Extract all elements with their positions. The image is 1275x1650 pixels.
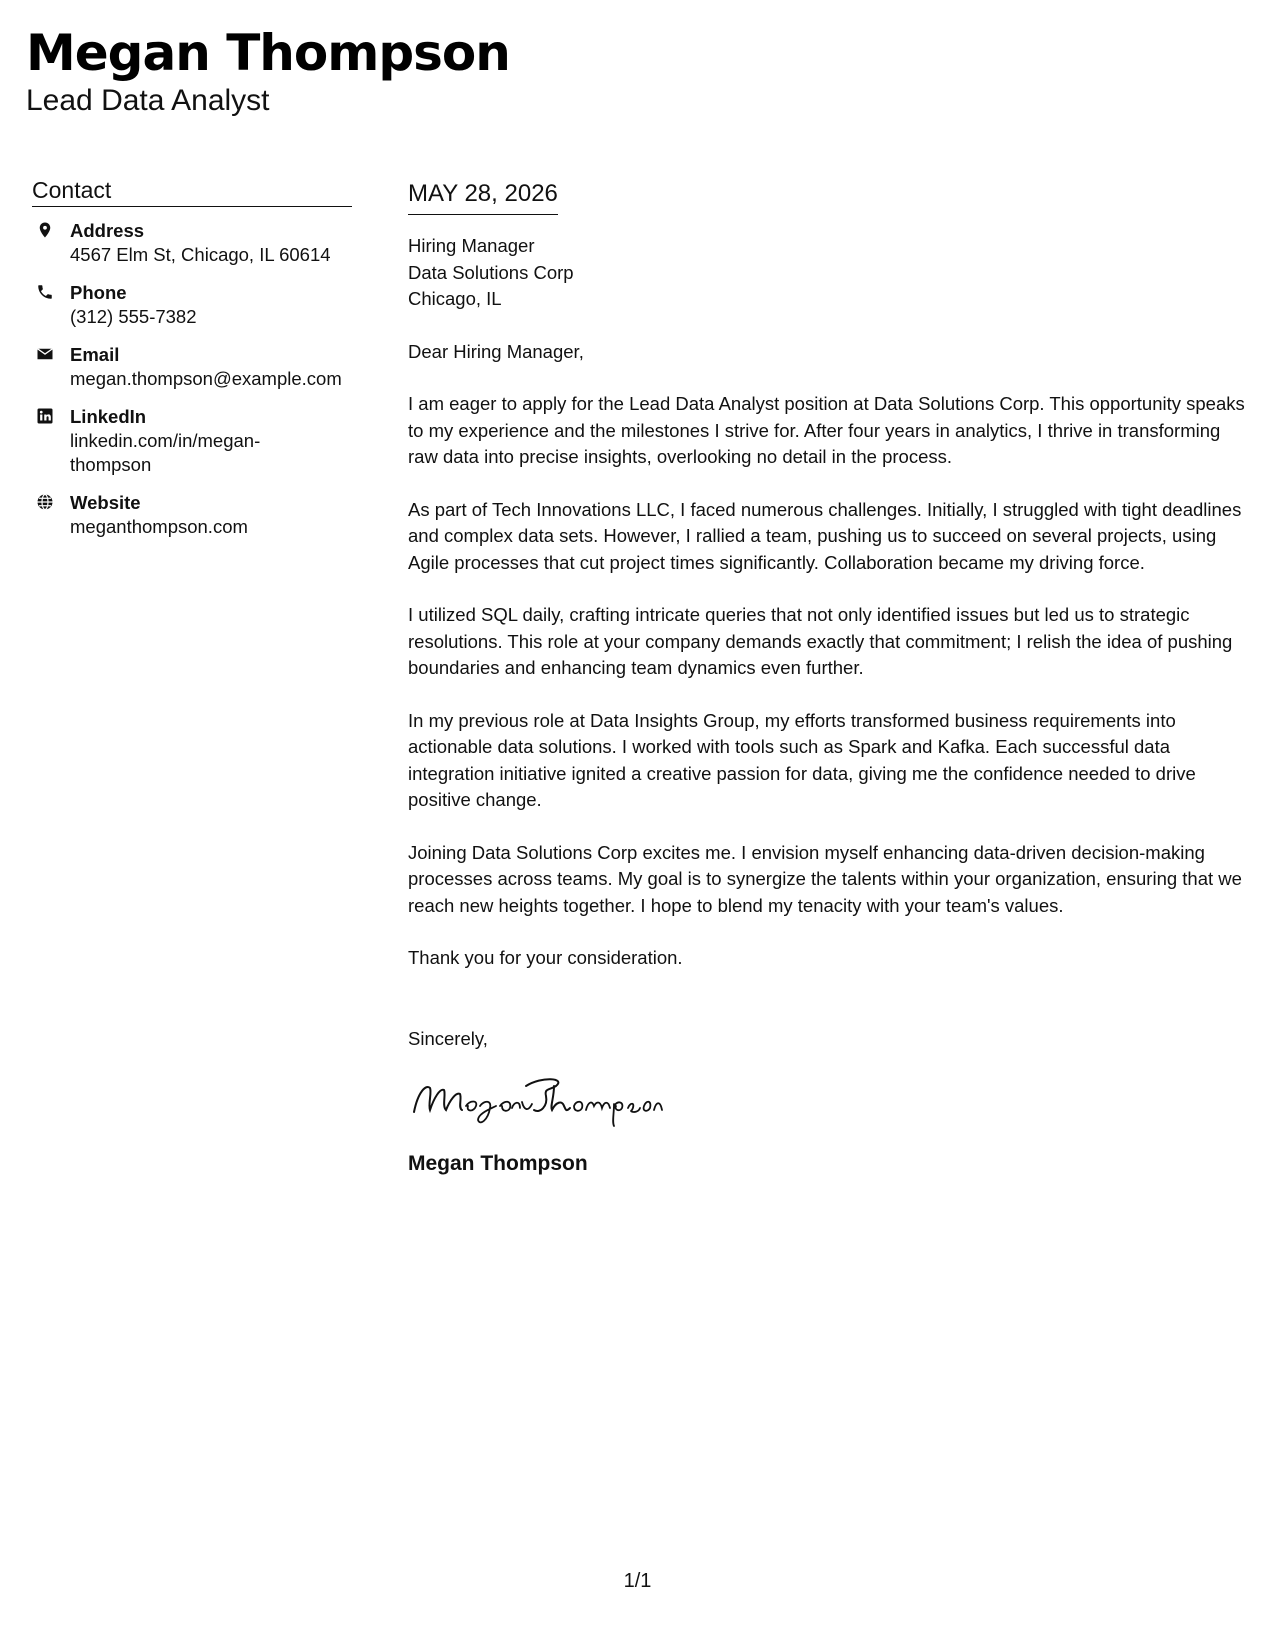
letter-body	[408, 391, 1248, 972]
envelope-icon	[36, 345, 54, 363]
recipient-line: Hiring Manager	[408, 235, 535, 256]
email-label: Email	[70, 344, 120, 365]
handwritten-signature	[408, 1070, 1248, 1130]
address-label: Address	[70, 220, 145, 241]
resume-header	[26, 22, 510, 118]
body-paragraph: Joining Data Solutions Corp excites me. I envision myself enhancing data-driven decision-making processes across teams. My goal is to synergize the talents within your organization, ensuring that we reach new heights together. I hope to blend my tenacity with your team's values.	[408, 841, 1242, 916]
body-paragraph: As part of Tech Innovations LLC, I faced numerous challenges. Initially, I struggled with tight deadlines and complex data sets. However, I rallied a team, pushing us to succeed on several projects, using Agile processes that cut project times significantly. Collaboration became my driving force.	[408, 498, 1242, 573]
linkedin-label: LinkedIn	[70, 406, 147, 427]
map-pin-icon	[36, 221, 54, 239]
email-value[interactable]: megan.thompson@example.com	[70, 368, 342, 389]
contact-phone	[32, 281, 352, 329]
address-value: 4567 Elm St, Chicago, IL 60614	[70, 244, 331, 265]
recipient-block	[408, 233, 1248, 313]
signed-name: Megan Thompson	[408, 1152, 588, 1175]
phone-value: (312) 555-7382	[70, 306, 197, 327]
phone-icon	[36, 283, 54, 301]
letter-date: MAY 28, 2026	[408, 178, 558, 215]
candidate-name: Megan Thompson	[26, 24, 510, 82]
contact-linkedin	[32, 405, 352, 477]
closing: Sincerely,	[408, 1027, 488, 1049]
salutation: Dear Hiring Manager,	[408, 340, 584, 362]
contact-sidebar	[32, 176, 352, 553]
linkedin-value[interactable]: linkedin.com/in/megan-thompson	[70, 430, 261, 475]
globe-icon	[36, 493, 54, 511]
body-paragraph: I utilized SQL daily, crafting intricate queries that not only identified issues but led us to strategic resolutions. This role at your company demands exactly that commitment; I relish the idea of pushing boundaries and enhancing team dynamics even further.	[408, 604, 1233, 678]
body-paragraph: Thank you for your consideration.	[408, 947, 683, 968]
website-value[interactable]: meganthompson.com	[70, 516, 248, 537]
contact-heading: Contact	[32, 176, 352, 207]
cover-letter	[408, 178, 1248, 1178]
recipient-line: Data Solutions Corp	[408, 261, 574, 283]
body-paragraph: I am eager to apply for the Lead Data Analyst position at Data Solutions Corp. This opportunity speaks to my experience and the milestones I strive for. After four years in analytics, I thrive in transforming raw data into precise insights, overlooking no detail in the process.	[408, 393, 1245, 467]
body-paragraph: In my previous role at Data Insights Group, my efforts transformed business requirements into actionable data solutions. I worked with tools such as Spark and Kafka. Each successful data integration initiative ignited a creative passion for data, giving me the confidence needed to drive positive change.	[408, 709, 1196, 810]
page-indicator: 1/1	[623, 1570, 652, 1592]
candidate-title: Lead Data Analyst	[26, 84, 270, 117]
contact-address	[32, 219, 352, 267]
contact-website	[32, 491, 352, 539]
linkedin-icon	[36, 407, 54, 425]
recipient-line: Chicago, IL	[408, 288, 502, 309]
phone-label: Phone	[70, 282, 127, 303]
website-label: Website	[70, 492, 141, 513]
contact-email	[32, 343, 352, 391]
